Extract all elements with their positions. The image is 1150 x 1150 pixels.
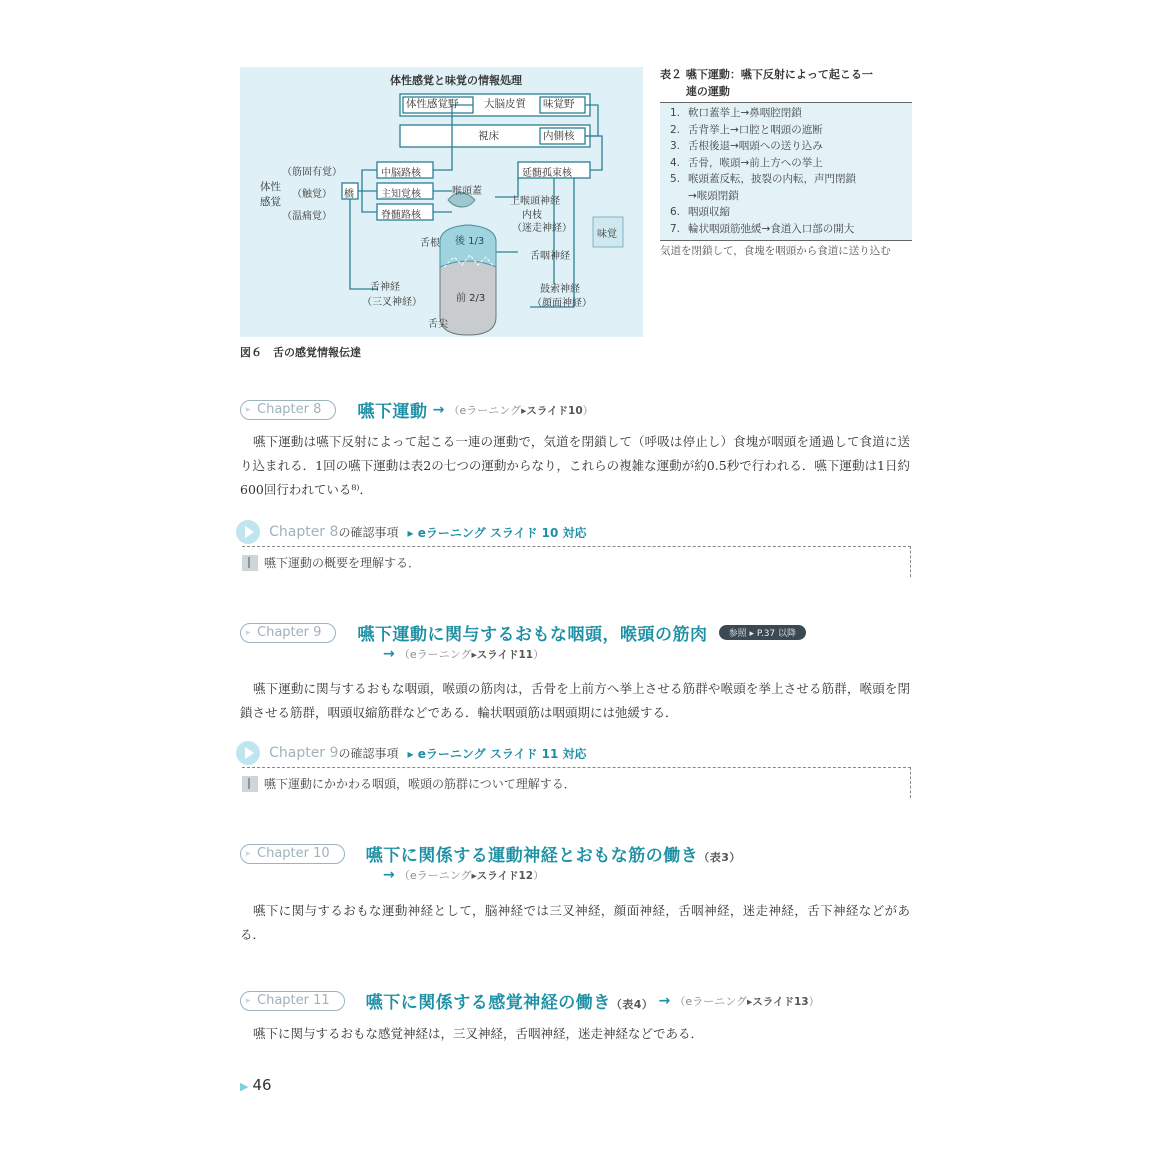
chapter-9-body: 嚥下運動に関与するおもな咽頭，喉頭の筋肉は，舌骨を上前方へ挙上させる筋群や喉頭を挙上させる筋群，喉頭を閉鎖させる筋群，咽頭収縮筋群などである．輪状咽頭筋は咽頭期には弛緩する． — [240, 681, 910, 720]
chapter-9-confirm-elearning-link[interactable]: ▸ eラーニング スライド 11 対応 — [407, 746, 587, 761]
temp-pain-label: （温痛覚） — [282, 211, 332, 222]
touch-label: （触覚） — [292, 189, 332, 200]
table-row: 7. 輪状咽頭筋弛緩→食道入口部の開大 — [670, 222, 855, 235]
chapter-9-confirm-header: Chapter 9の確認事項 ▸ eラーニング スライド 11 対応 — [236, 741, 587, 767]
gustatory-area-label: 味覚野 — [543, 98, 575, 110]
checkbox-icon — [242, 555, 258, 571]
epiglottis-label: 喉頭蓋 — [452, 186, 482, 197]
vagus-label: （迷走神経） — [512, 223, 572, 234]
solitary-nucleus-label: 延髄孤束核 — [522, 168, 572, 179]
spinal-tract-label: 脊髄路核 — [381, 210, 421, 221]
table-row: 2. 舌背挙上→口腔と咽頭の遮断 — [670, 123, 823, 136]
table-2 — [660, 66, 912, 259]
checkbox-icon — [242, 776, 258, 792]
sense-label: 感覚 — [260, 196, 281, 208]
sup-laryngeal-label: 上喉頭神経 — [510, 196, 560, 207]
chapter-10-elearning-link[interactable]: → （eラーニング▸スライド12） — [383, 867, 545, 883]
trigeminal-label: （三叉神経） — [362, 297, 422, 308]
thalamus-label: 視床 — [478, 130, 499, 142]
chapter-8-elearning-link[interactable]: → （eラーニング▸スライド10） — [432, 402, 594, 418]
lingual-nerve-label: 舌神経 — [370, 282, 400, 293]
play-icon — [236, 520, 260, 544]
chapter-9-confirm-item: 嚥下運動にかかわる咽頭，喉頭の筋群について理解する． — [264, 777, 576, 791]
chapter-9-pill: ▸ Chapter 9 — [240, 623, 336, 643]
facial-nerve-label: （顔面神経） — [532, 298, 592, 309]
table-row: 6. 咽頭収縮 — [670, 206, 730, 218]
figure-caption: 図６ 舌の感覚情報伝達 — [240, 346, 361, 359]
page-number: ▶ 46 — [240, 1076, 272, 1094]
somatosensory-area-label: 体性感覚野 — [406, 98, 459, 110]
table-row: 5. 喉頭蓋反転，披裂の内転，声門閉鎖 — [670, 173, 856, 185]
chapter-11-heading — [240, 988, 820, 1013]
chapter-9-confirm-box — [242, 767, 911, 798]
table-2-body — [660, 103, 912, 241]
taste-label: 味覚 — [597, 229, 617, 240]
play-icon — [236, 741, 260, 765]
chapter-8-title: 嚥下運動 — [357, 402, 428, 422]
table-2-header — [660, 66, 912, 103]
proprioception-label: （筋固有覚） — [282, 167, 342, 178]
table-row: →喉頭閉鎖 — [688, 189, 739, 202]
chorda-tympani-label: 鼓索神経 — [540, 284, 580, 295]
chapter-11-body: 嚥下に関与するおもな感覚神経は，三叉神経，舌咽神経，迷走神経などである． — [253, 1026, 704, 1041]
chapter-11-elearning-link[interactable]: → （eラーニング▸スライド13） — [658, 993, 820, 1009]
chapter-10-heading — [240, 841, 741, 866]
glossopharyngeal-label: 舌咽神経 — [530, 251, 570, 262]
chapter-10-body: 嚥下に関与するおもな運動神経として，脳神経では三叉神経，顔面神経，舌咽神経，迷走神経，舌下神経などがある． — [240, 903, 910, 942]
medial-nucleus-label: 内側核 — [543, 130, 575, 142]
chapter-8-confirm-box — [242, 546, 911, 577]
somatic-label: 体性 — [260, 181, 281, 193]
posterior-third-label: 後 1/3 — [455, 236, 485, 247]
chapter-11-title: 嚥下に関係する感覚神経の働き（表4） — [365, 993, 654, 1013]
figure-title: 体性感覚と味覚の情報処理 — [390, 74, 522, 87]
chapter-8-confirm-elearning-link[interactable]: ▸ eラーニング スライド 10 対応 — [407, 525, 587, 540]
table-row: 4. 舌骨，喉頭→前上方への挙上 — [670, 156, 823, 169]
midbrain-tract-label: 中脳路核 — [381, 168, 421, 179]
tongue-sensory-figure — [240, 67, 643, 337]
chapter-8-heading — [240, 397, 594, 422]
cortex-label: 大脳皮質 — [484, 98, 526, 110]
tongue-root-label: 舌根 — [420, 238, 440, 249]
table-2-title-line2: 連の運動 — [685, 85, 730, 98]
pons-label: 橋 — [344, 189, 354, 200]
table-row: 3. 舌根後退→咽頭への送り込み — [670, 140, 823, 152]
tongue-tip-label: 舌尖 — [428, 319, 448, 330]
chapter-8-body: 嚥下運動は嚥下反射によって起こる一連の運動で，気道を閉鎖して（呼吸は停止し）食塊が咽頭を通過して食道に送り込まれる．1回の嚥下運動は表2の七つの運動からなり，これらの複雑な運動が約0.5秒で行われる．嚥下運動は1日約600回行われている⁸⁾． — [240, 434, 910, 497]
table-2-label: 表２ — [660, 68, 682, 81]
main-sensory-label: 主知覚核 — [381, 189, 421, 200]
reference-badge[interactable]: 参照 ▸ P.37 以降 — [719, 625, 806, 640]
chapter-8-confirm-item: 嚥下運動の概要を理解する． — [264, 556, 421, 570]
table-2-note: 気道を閉鎖して，食塊を咽頭から食道に送り込む — [660, 245, 891, 257]
chapter-10-title: 嚥下に関係する運動神経とおもな筋の働き（表3） — [365, 846, 741, 866]
anterior-two-thirds-label: 前 2/3 — [456, 293, 486, 304]
table-row: 1. 軟口蓋挙上→鼻咽腔閉鎖 — [670, 107, 802, 119]
chapter-9-title: 嚥下運動に関与するおもな咽頭，喉頭の筋肉 — [357, 625, 708, 645]
chapter-9-heading — [240, 620, 806, 645]
inner-branch-label: 内枝 — [522, 210, 542, 221]
chapter-11-pill: ▸ Chapter 11 — [240, 991, 345, 1011]
chapter-8-pill: ▸ Chapter 8 — [240, 400, 336, 420]
triangle-icon: ▶ — [240, 1080, 249, 1093]
chapter-8-confirm-header: Chapter 8の確認事項 ▸ eラーニング スライド 10 対応 — [236, 520, 587, 546]
chapter-9-elearning-link[interactable]: → （eラーニング▸スライド11） — [383, 646, 545, 662]
chapter-10-pill: ▸ Chapter 10 — [240, 844, 345, 864]
table-2-title-line1: 嚥下運動：嚥下反射によって起こる一 — [685, 68, 873, 81]
